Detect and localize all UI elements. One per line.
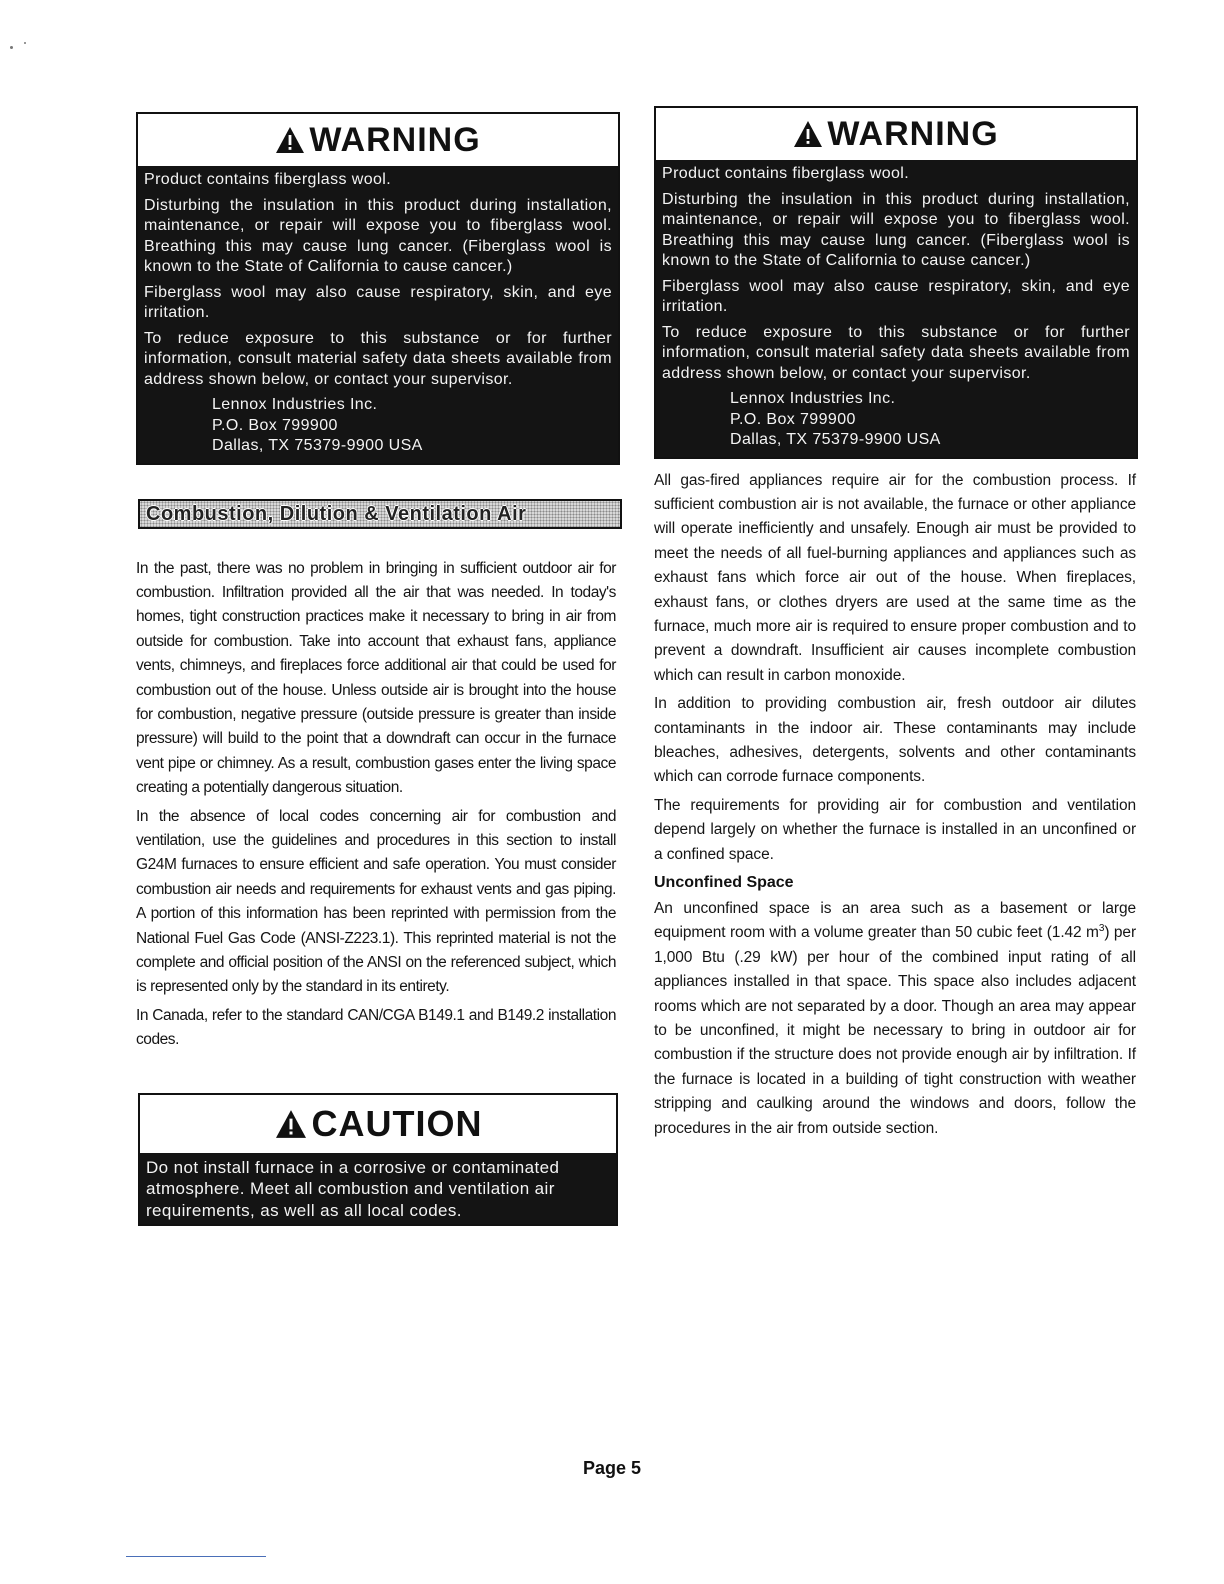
paragraph: In Canada, refer to the standard CAN/CGA B149.1 and B149.2 installation codes. xyxy=(136,1006,616,1049)
address-line: Lennox Industries Inc. xyxy=(212,396,378,413)
unconfined-superscript: 3 xyxy=(1098,923,1105,935)
warning-header xyxy=(138,114,618,166)
paragraph: The requirements for providing air for combustion and ventilation depend largely on whether the furnace is installed in an unconfined or a confined space. xyxy=(654,796,1136,863)
warning-body xyxy=(656,160,1136,457)
warning-triangle-icon xyxy=(793,120,823,148)
warning-box-left xyxy=(136,112,620,465)
address-line: Dallas, TX 75379-9900 USA xyxy=(212,437,423,454)
footer-rule xyxy=(126,1556,266,1557)
warning-line: To reduce exposure to this substance or for further information, consult material safety data sheets available from address shown below, or contact your supervisor. xyxy=(144,329,612,388)
address-line: P.O. Box 799900 xyxy=(212,416,338,434)
unconfined-text-b: ) per 1,000 Btu (.29 kW) per hour of the combined input rating of all appliances installed in that space. This space also includes adjacent rooms which are not separated by a door. Though an area may appear to be unconfined, it might be necessary to bring in outdoor air for combustion if the structure does not provide enough air by infiltration. If the furnace is located in a building of tight construction with weather stripping and caulking around the windows and doors, follow the procedures in the air from outside section. xyxy=(654,924,1137,1137)
paragraph: In addition to providing combustion air, fresh outdoor air dilutes contaminants in the indoor air. These contaminants may include bleaches, adhesives, detergents, solvents and other contaminants which can corrode furnace components. xyxy=(654,695,1136,786)
scan-speck xyxy=(10,46,13,49)
address-line: P.O. Box 799900 xyxy=(730,410,856,428)
paragraph: All gas-fired appliances require air for the combustion process. If sufficient combustion air is not available, the furnace or other appliance will operate inefficiently and unsafely. Enough air must be provided to meet the needs of all fuel-burning appliances and appliances such as exhaust fans which force air out of the house. When fireplaces, exhaust fans, or clothes dryers are used at the same time as the furnace, much more air is required to ensure proper combustion and to prevent a downdraft. Insufficient air causes incomplete combustion which can result in carbon monoxide. xyxy=(654,471,1136,684)
address-line: Lennox Industries Inc. xyxy=(730,390,896,407)
right-body-text xyxy=(654,469,1136,1142)
warning-title: WARNING xyxy=(827,115,999,153)
paragraph: In the absence of local codes concerning air for combustion and ventilation, use the guidelines and procedures in this section to install G24M furnaces to ensure efficient and safe operation. You must consider combustion air needs and requirements for exhaust vents and gas piping. A portion of this information has been reprinted with permission from the National Fuel Gas Code (ANSI-Z223.1). This reprinted material is not the complete and official position of the ANSI on the referenced subject, which is represented only by the standard in its entirety. xyxy=(136,807,616,996)
unconfined-space-paragraph xyxy=(654,897,1136,1141)
unconfined-space-heading: Unconfined Space xyxy=(654,874,794,891)
warning-line: Disturbing the insulation in this product during installation, maintenance, or repair will expose you to fiberglass wool. Breathing this may cause lung cancer. (Fiberglass wool is known to the State of California to cause cancer.) xyxy=(662,190,1130,269)
caution-body xyxy=(140,1153,616,1225)
left-body-text xyxy=(136,557,616,1053)
warning-line: Product contains fiberglass wool. xyxy=(144,171,392,188)
warning-title: WARNING xyxy=(309,121,481,159)
right-column xyxy=(654,106,1138,1145)
caution-text: Do not install furnace in a corrosive or contaminated atmosphere. Meet all combustion and ventilation air requirements, as well as all local codes. xyxy=(146,1157,560,1220)
caution-title: CAUTION xyxy=(311,1102,483,1144)
caution-header xyxy=(140,1095,616,1153)
warning-line: Fiberglass wool may also cause respiratory, skin, and eye irritation. xyxy=(662,277,1130,315)
warning-address xyxy=(144,395,612,457)
unconfined-text-a: An unconfined space is an area such as a basement or large equipment room with a volume greater than 50 cubic feet (1.42 m xyxy=(654,900,1136,942)
warning-address xyxy=(662,389,1130,451)
left-column xyxy=(136,112,620,1226)
paragraph: In the past, there was no problem in bringing in sufficient outdoor air for combustion. Infiltration provided all the air that was needed. In today's homes, tight construction practices make it necessary to bring in air from outside for combustion. Take into account that exhaust fans, appliance vents, chimneys, and fireplaces force additional air that could be used for combustion out of the house. Unless outside air is brought into the house for combustion, negative pressure (outside pressure is greater than inside pressure) will build to the point that a downdraft can occur in the furnace vent pipe or chimney. As a result, combustion gases enter the living space creating a potentially dangerous situation. xyxy=(136,559,616,797)
caution-triangle-icon xyxy=(274,1109,308,1139)
warning-line: Product contains fiberglass wool. xyxy=(662,165,910,182)
address-line: Dallas, TX 75379-9900 USA xyxy=(730,431,941,448)
caution-box xyxy=(138,1093,618,1227)
warning-line: Disturbing the insulation in this product during installation, maintenance, or repair will expose you to fiberglass wool. Breathing this may cause lung cancer. (Fiberglass wool is known to the State of California to cause cancer.) xyxy=(144,196,612,275)
warning-body xyxy=(138,166,618,463)
section-title: Combustion, Dilution & Ventilation Air xyxy=(138,499,622,529)
page-number: Page 5 xyxy=(582,1458,642,1478)
scan-speck xyxy=(24,42,26,44)
warning-triangle-icon xyxy=(275,126,305,154)
warning-box-right xyxy=(654,106,1138,459)
warning-line: Fiberglass wool may also cause respiratory, skin, and eye irritation. xyxy=(144,283,612,321)
warning-line: To reduce exposure to this substance or for further information, consult material safety data sheets available from address shown below, or contact your supervisor. xyxy=(662,323,1130,382)
warning-header xyxy=(656,108,1136,160)
